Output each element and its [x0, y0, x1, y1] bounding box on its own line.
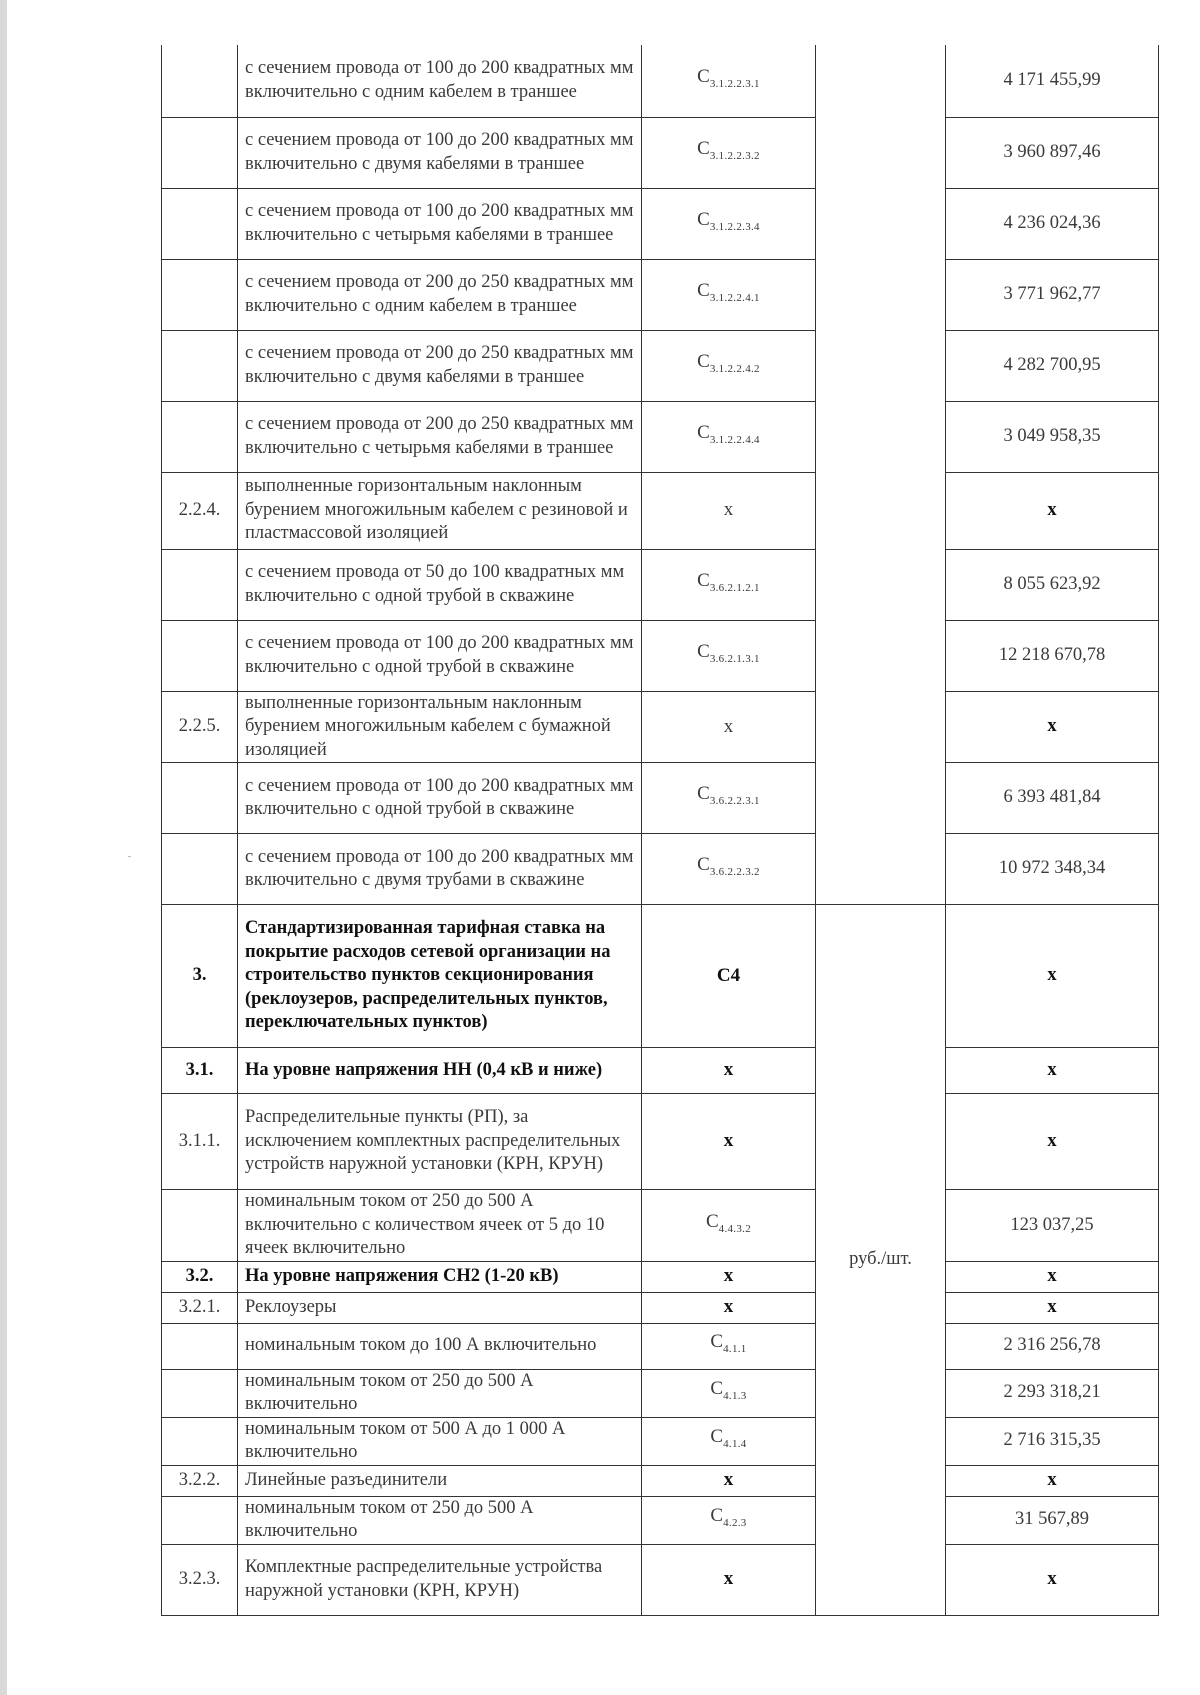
rate-code	[642, 472, 816, 549]
row-description: с сечением провода от 100 до 200 квадратных мм включительно с двумя кабелями в траншее	[238, 117, 642, 188]
row-description: с сечением провода от 100 до 200 квадратных мм включительно с одной трубой в скважине	[238, 620, 642, 691]
rate-value: x	[946, 1261, 1159, 1292]
rate-code-letter: x	[723, 1469, 734, 1491]
table-row	[162, 330, 1159, 401]
unit-cell: руб./шт.	[816, 905, 946, 1616]
rate-code	[642, 1544, 816, 1615]
table-row	[162, 1048, 1159, 1094]
table-row	[162, 1369, 1159, 1417]
row-number	[162, 1323, 238, 1369]
table-row	[162, 259, 1159, 330]
row-description: номинальным током от 500 А до 1 000 А включительно	[238, 1417, 642, 1465]
unit-cell-empty	[816, 45, 946, 905]
scan-edge	[0, 0, 7, 1695]
row-number: 3.1.	[162, 1048, 238, 1094]
rate-code	[642, 330, 816, 401]
table-row	[162, 834, 1159, 905]
rate-code-letter: C	[697, 137, 710, 159]
row-description: номинальным током от 250 до 500 А включительно	[238, 1496, 642, 1544]
rate-code-index: 3.1.2.2.3.2	[709, 149, 760, 162]
row-number	[162, 259, 238, 330]
rate-value: 4 236 024,36	[946, 188, 1159, 259]
table-row	[162, 401, 1159, 472]
rate-code-index: 4.1.3	[723, 1390, 747, 1403]
rate-code-letter: x	[723, 1130, 734, 1152]
tariff-table-body	[162, 45, 1159, 1615]
rate-code	[642, 259, 816, 330]
rate-code	[642, 1094, 816, 1190]
row-description: Стандартизированная тарифная ставка на покрытие расходов сетевой организации на строительство пунктов секционирования (реклоузеров, распределительных пунктов, переключательных пунктов)	[238, 905, 642, 1048]
table-row	[162, 905, 1159, 1048]
row-number	[162, 330, 238, 401]
rate-value: x	[946, 1544, 1159, 1615]
table-row	[162, 45, 1159, 117]
rate-code-letter: C	[697, 569, 710, 591]
rate-code-letter: C	[710, 1378, 724, 1400]
table-row	[162, 691, 1159, 763]
table-row	[162, 1190, 1159, 1262]
table-row	[162, 1094, 1159, 1190]
rate-value: 2 716 315,35	[946, 1417, 1159, 1465]
row-description: номинальным током от 250 до 500 А включительно	[238, 1369, 642, 1417]
rate-value: 2 293 318,21	[946, 1369, 1159, 1417]
tariff-table	[161, 45, 1159, 1616]
row-description: Распределительные пункты (РП), за исключением комплектных распределительных устройств наружной установки (КРН, КРУН)	[238, 1094, 642, 1190]
rate-code-index: 3.6.2.1.3.1	[709, 652, 760, 665]
rate-code	[642, 834, 816, 905]
rate-value: 12 218 670,78	[946, 620, 1159, 691]
rate-code-index: 3.1.2.2.4.2	[709, 362, 760, 375]
row-number	[162, 834, 238, 905]
row-number	[162, 45, 238, 117]
rate-code-letter: C	[710, 1426, 724, 1448]
rate-code	[642, 117, 816, 188]
table-row	[162, 1417, 1159, 1465]
row-description: Реклоузеры	[238, 1292, 642, 1323]
rate-value: 4 282 700,95	[946, 330, 1159, 401]
table-row	[162, 1292, 1159, 1323]
rate-code	[642, 1369, 816, 1417]
row-description: На уровне напряжения НН (0,4 кВ и ниже)	[238, 1048, 642, 1094]
rate-code-letter: C	[697, 350, 710, 372]
row-number	[162, 1369, 238, 1417]
rate-code-letter: x	[723, 1059, 734, 1081]
rate-code-letter: C	[697, 279, 710, 301]
row-number	[162, 188, 238, 259]
rate-code-index: 3.6.2.1.2.1	[709, 581, 760, 594]
row-description: Комплектные распределительные устройства наружной установки (КРН, КРУН)	[238, 1544, 642, 1615]
rate-code	[642, 549, 816, 620]
rate-code-letter: C	[710, 1331, 724, 1353]
rate-value: 3 771 962,77	[946, 259, 1159, 330]
rate-code-index: 3.1.2.2.4.1	[709, 291, 760, 304]
rate-code-letter: C	[697, 421, 710, 443]
rate-code	[642, 1465, 816, 1496]
rate-code	[642, 763, 816, 834]
row-number	[162, 549, 238, 620]
table-row	[162, 188, 1159, 259]
row-number: 3.	[162, 905, 238, 1048]
table-row	[162, 1323, 1159, 1369]
row-description: с сечением провода от 100 до 200 квадратных мм включительно с двумя трубами в скважине	[238, 834, 642, 905]
rate-code-letter: C	[697, 208, 710, 230]
rate-value: 6 393 481,84	[946, 763, 1159, 834]
rate-value: x	[946, 1292, 1159, 1323]
rate-value: 10 972 348,34	[946, 834, 1159, 905]
rate-code-letter: C4	[716, 964, 741, 986]
row-description: с сечением провода от 200 до 250 квадратных мм включительно с двумя кабелями в траншее	[238, 330, 642, 401]
row-number: 3.2.	[162, 1261, 238, 1292]
rate-code-letter: C	[697, 66, 710, 87]
rate-code-index: 4.2.3	[723, 1517, 747, 1530]
table-row	[162, 620, 1159, 691]
row-number: 2.2.4.	[162, 472, 238, 549]
rate-code-letter: C	[705, 1210, 719, 1232]
rate-value: x	[946, 691, 1159, 763]
row-description: с сечением провода от 200 до 250 квадратных мм включительно с четырьмя кабелями в траншее	[238, 401, 642, 472]
table-row	[162, 472, 1159, 549]
rate-value: x	[946, 1048, 1159, 1094]
table-row	[162, 1261, 1159, 1292]
table-row	[162, 117, 1159, 188]
rate-value: 8 055 623,92	[946, 549, 1159, 620]
rate-value: 4 171 455,99	[946, 45, 1159, 117]
rate-code	[642, 905, 816, 1048]
rate-code	[642, 1292, 816, 1323]
rate-code-letter: C	[697, 854, 710, 876]
rate-code	[642, 401, 816, 472]
row-number: 3.2.2.	[162, 1465, 238, 1496]
row-description: с сечением провода от 200 до 250 квадратных мм включительно с одним кабелем в траншее	[238, 259, 642, 330]
rate-code	[642, 45, 816, 117]
row-description: с сечением провода от 100 до 200 квадратных мм включительно с четырьмя кабелями в траншее	[238, 188, 642, 259]
rate-code-letter: x	[723, 1296, 734, 1318]
rate-value: x	[946, 1094, 1159, 1190]
rate-code-index: 3.1.2.2.4.4	[709, 433, 760, 446]
rate-value: 3 960 897,46	[946, 117, 1159, 188]
rate-code-letter: C	[710, 1505, 724, 1527]
rate-code-index: 3.1.2.2.3.1	[709, 78, 760, 90]
rate-code-letter: x	[723, 1568, 734, 1590]
row-number	[162, 401, 238, 472]
rate-code	[642, 1323, 816, 1369]
rate-code	[642, 620, 816, 691]
row-number	[162, 117, 238, 188]
rate-value: x	[946, 472, 1159, 549]
row-description: выполненные горизонтальным наклонным бурением многожильным кабелем с резиновой и пластмассовой изоляцией	[238, 472, 642, 549]
row-number: 3.1.1.	[162, 1094, 238, 1190]
row-description: номинальным током до 100 А включительно	[238, 1323, 642, 1369]
rate-value: x	[946, 1465, 1159, 1496]
rate-code	[642, 188, 816, 259]
row-description: с сечением провода от 100 до 200 квадратных мм включительно с одной трубой в скважине	[238, 763, 642, 834]
row-number	[162, 620, 238, 691]
rate-code	[642, 691, 816, 763]
table-row	[162, 1496, 1159, 1544]
rate-code-letter: x	[723, 499, 734, 521]
table-row	[162, 1544, 1159, 1615]
rate-value: 3 049 958,35	[946, 401, 1159, 472]
rate-code	[642, 1417, 816, 1465]
rate-code	[642, 1048, 816, 1094]
table-row	[162, 763, 1159, 834]
rate-code-letter: C	[697, 783, 710, 805]
table-row	[162, 1465, 1159, 1496]
rate-code-index: 4.4.3.2	[718, 1222, 752, 1235]
row-number: 3.2.1.	[162, 1292, 238, 1323]
rate-code	[642, 1190, 816, 1262]
rate-code-index: 3.6.2.2.3.2	[709, 866, 760, 879]
rate-value: 123 037,25	[946, 1190, 1159, 1262]
rate-code-index: 4.1.4	[723, 1438, 747, 1451]
row-description: Линейные разъединители	[238, 1465, 642, 1496]
rate-value: 2 316 256,78	[946, 1323, 1159, 1369]
rate-code-letter: C	[697, 640, 710, 662]
row-description: выполненные горизонтальным наклонным бурением многожильным кабелем с бумажной изоляцией	[238, 691, 642, 763]
row-number	[162, 763, 238, 834]
rate-code-index: 4.1.1	[723, 1343, 747, 1356]
rate-value: x	[946, 905, 1159, 1048]
row-description: с сечением провода от 50 до 100 квадратных мм включительно с одной трубой в скважине	[238, 549, 642, 620]
row-number	[162, 1496, 238, 1544]
rate-value: 31 567,89	[946, 1496, 1159, 1544]
row-description: На уровне напряжения СН2 (1-20 кВ)	[238, 1261, 642, 1292]
rate-code-letter: x	[723, 1265, 734, 1287]
row-description: номинальным током от 250 до 500 А включительно с количеством ячеек от 5 до 10 ячеек включительно	[238, 1190, 642, 1262]
scan-speck	[128, 856, 131, 857]
rate-code-index: 3.6.2.2.3.1	[709, 795, 760, 808]
row-number: 3.2.3.	[162, 1544, 238, 1615]
row-number: 2.2.5.	[162, 691, 238, 763]
rate-code-letter: x	[723, 715, 734, 737]
table-row	[162, 549, 1159, 620]
rate-code-index: 3.1.2.2.3.4	[709, 220, 760, 233]
rate-code	[642, 1496, 816, 1544]
row-description: с сечением провода от 100 до 200 квадратных мм включительно с одним кабелем в траншее	[238, 45, 642, 117]
row-number	[162, 1190, 238, 1262]
rate-code	[642, 1261, 816, 1292]
row-number	[162, 1417, 238, 1465]
